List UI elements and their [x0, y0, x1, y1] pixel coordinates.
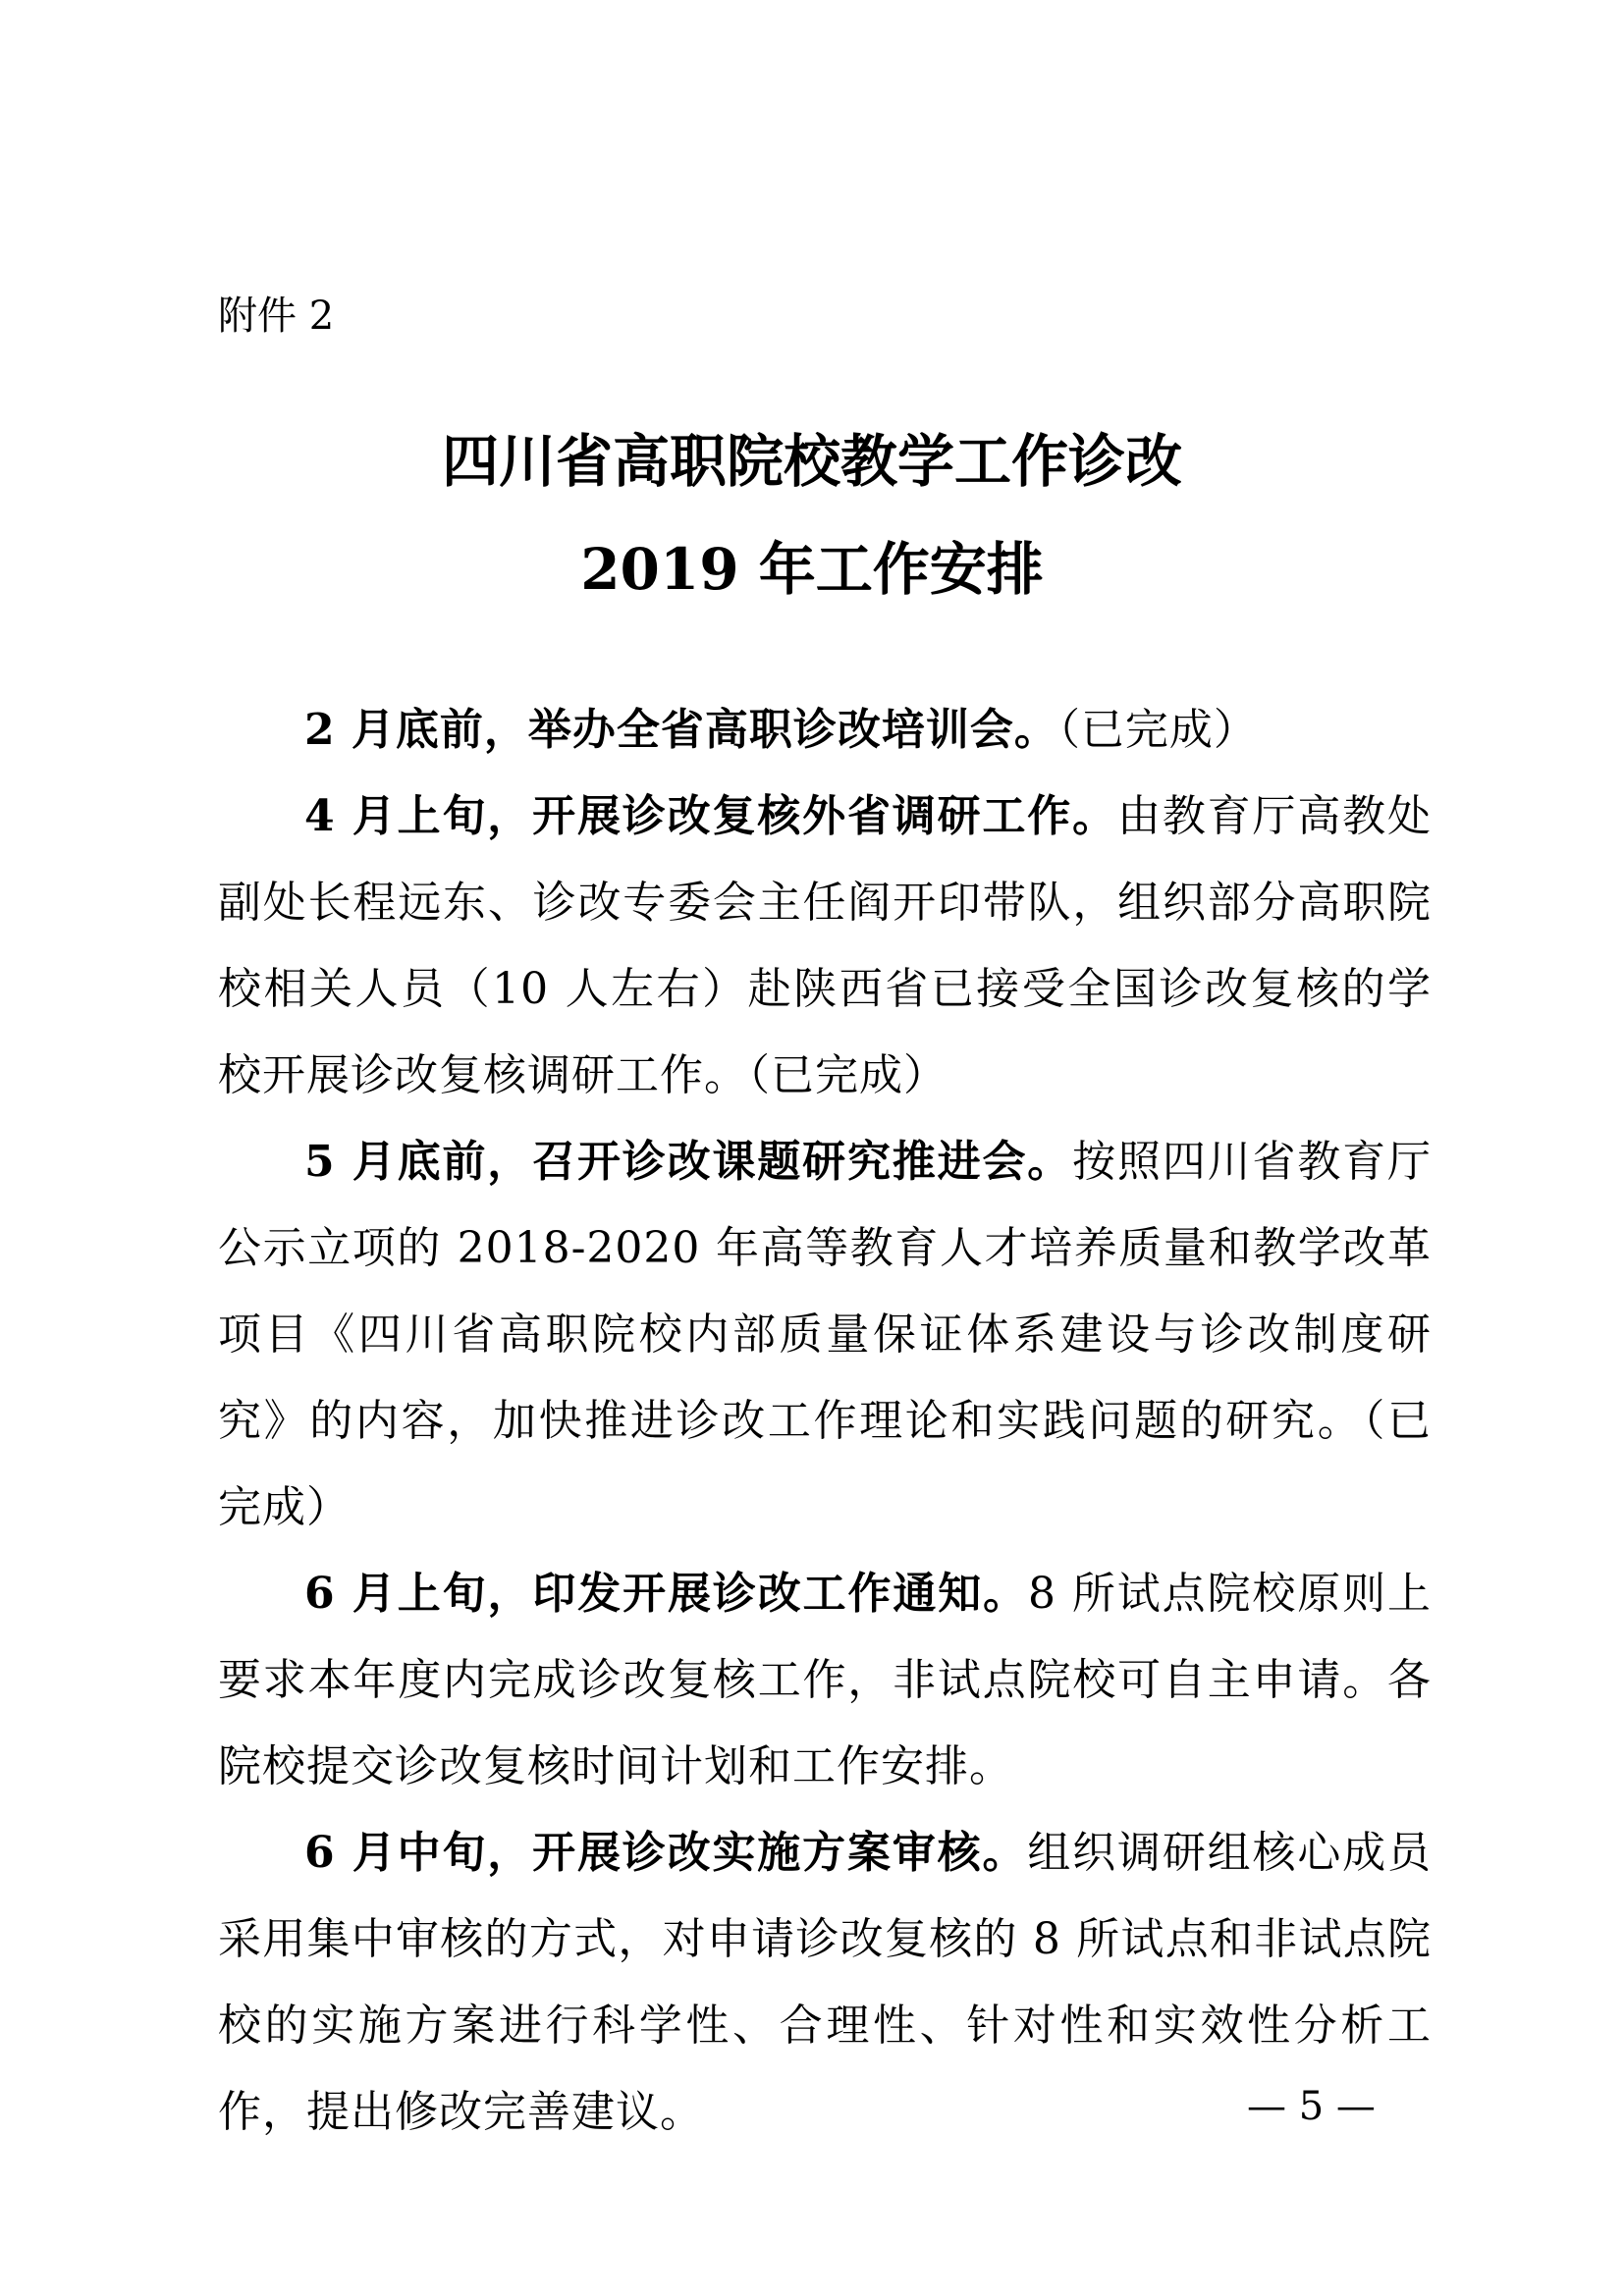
- schedule-item-heading: 6 月中旬，开展诊改实施方案审核。: [304, 1828, 1028, 1878]
- schedule-item-heading: 6 月上旬，印发开展诊改工作通知。: [304, 1569, 1028, 1619]
- schedule-item: [218, 687, 1432, 774]
- schedule-item-text: 按照四川省教育厅公示立项的 2018-2020 年高等教育人才培养质量和教学改革项目《四川省高职院校内部质量保证体系建设与诊改制度研究》的内容，加快推进诊改工作理论和实践问题的研究。（已完成）: [218, 1137, 1433, 1532]
- schedule-item-text: 由教育厅高教处副处长程远东、诊改专委会主任阎开印带队，组织部分高职院校相关人员（10 人左右）赴陕西省已接受全国诊改复核的学校开展诊改复核调研工作。（已完成）: [218, 791, 1432, 1100]
- attachment-label: 附件 2: [218, 294, 335, 339]
- schedule-item-heading: 2 月底前，举办全省高职诊改培训会。: [304, 705, 1058, 755]
- schedule-item-heading: 4 月上旬，开展诊改复核外省调研工作。: [304, 791, 1117, 841]
- schedule-item: [218, 774, 1432, 1119]
- document-body: [218, 687, 1432, 2156]
- page-title-line-2: 2019 年工作安排: [580, 536, 1044, 603]
- page-title-line-1: 四川省高职院校教学工作诊改: [441, 428, 1182, 495]
- schedule-item-text: 8 所试点院校原则上要求本年度内完成诊改复核工作，非试点院校可自主申请。各院校提交诊改复核时间计划和工作安排。: [218, 1569, 1432, 1791]
- schedule-item-heading: 5 月底前，召开诊改课题研究推进会。: [304, 1137, 1073, 1187]
- schedule-item-text: 组织调研组核心成员采用集中审核的方式，对申请诊改复核的 8 所试点和非试点院校的实施方案进行科学性、合理性、针对性和实效性分析工作，提出修改完善建议。: [218, 1828, 1432, 2137]
- schedule-item-text: （已完成）: [1057, 705, 1258, 755]
- schedule-item: [218, 1119, 1432, 1551]
- schedule-item: [218, 1551, 1432, 1810]
- page-number: — 5 —: [1247, 2084, 1376, 2129]
